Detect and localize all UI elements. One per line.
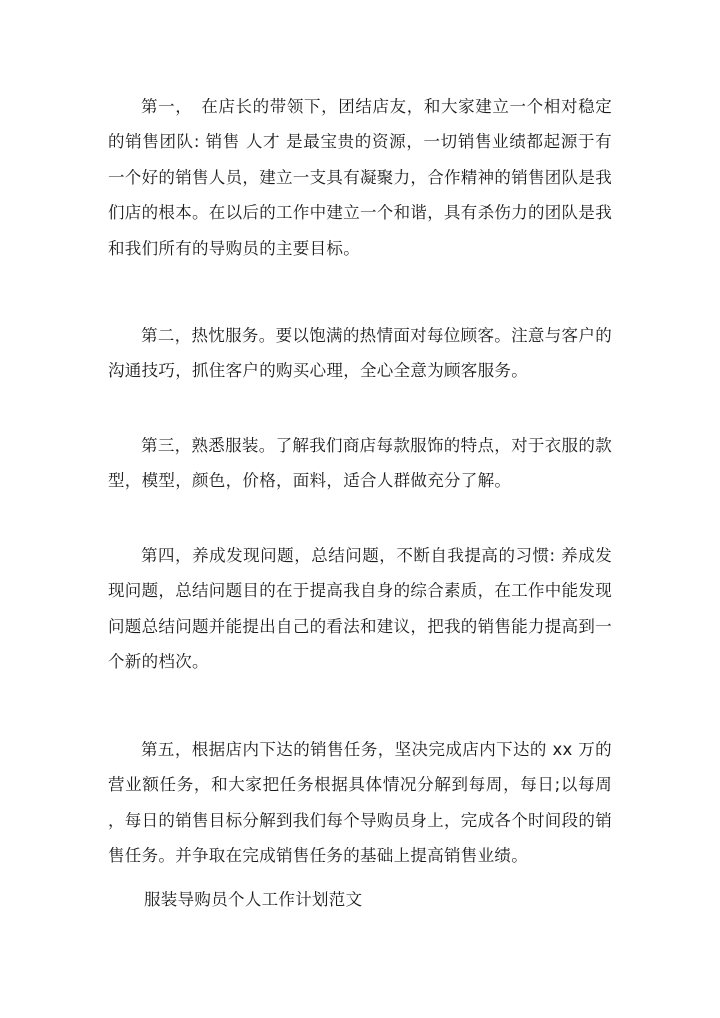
paragraph-2: 第二，热忱服务。要以饱满的热情面对每位顾客。注意与客户的沟通技巧，抓住客户的购买心理，全心全意为顾客服务。 bbox=[108, 326, 612, 381]
paragraph-1: 第一， 在店长的带领下，团结店友，和大家建立一个相对稳定的销售团队: 销售 人才 是最宝贵的资源，一切销售业绩都起源于有一个好的销售人员，建立一支具有凝聚力，合作精神的销售团队是我们店的根本。在以后的工作中建立一个和谐，具有杀伤力的团队是我和我们所有的导购员的主要目标。 bbox=[108, 97, 612, 258]
paragraph-5: 第五，根据店内下达的销售任务，坚决完成店内下达的 xx 万的营业额任务，和大家把任务根据具体情况分解到每周，每日;以每周 ，每日的销售目标分解到我们每个导购员身上，完成各个时间段的销售任务。并争取在完成销售任务的基础上提高销售业绩。 bbox=[108, 740, 612, 866]
paragraph-3: 第三，熟悉服装。了解我们商店每款服饰的特点，对于衣服的款型，模型，颜色，价格，面料，适合人群做充分了解。 bbox=[108, 436, 612, 491]
footer-title: 服装导购员个人工作计划范文 bbox=[144, 890, 363, 909]
paragraph-4: 第四，养成发现问题，总结问题，不断自我提高的习惯: 养成发现问题，总结问题目的在于提高我自身的综合素质，在工作中能发现问题总结问题并能提出自己的看法和建议，把我的销售能力提高到一个新的档次。 bbox=[108, 546, 612, 672]
